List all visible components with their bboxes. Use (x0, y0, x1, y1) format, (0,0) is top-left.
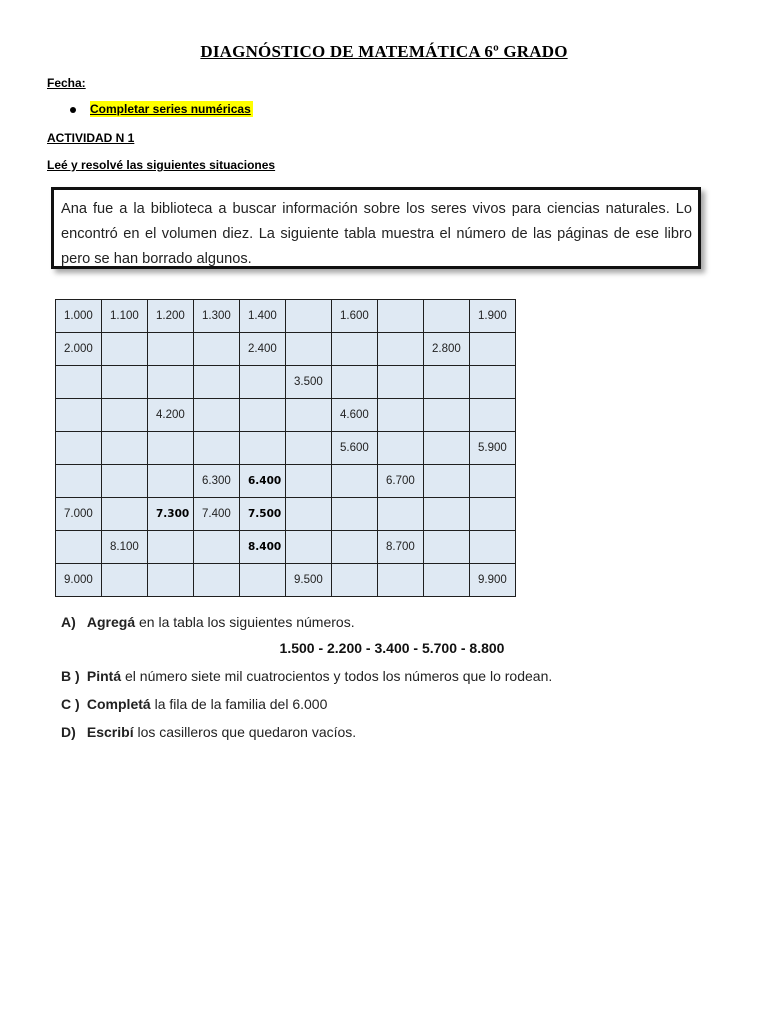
table-cell (102, 465, 148, 498)
activity-a (61, 614, 355, 630)
table-cell: 2.800 (424, 333, 470, 366)
table-cell: 2.000 (56, 333, 102, 366)
table-cell (378, 366, 424, 399)
table-row (56, 432, 516, 465)
table-cell: 5.900 (470, 432, 516, 465)
table-row (56, 300, 516, 333)
number-table (55, 299, 516, 597)
table-cell: 6.700 (378, 465, 424, 498)
table-cell (424, 564, 470, 597)
activity-c-verb: Completá (86, 696, 151, 712)
table-cell (286, 300, 332, 333)
table-row (56, 564, 516, 597)
activity-a-letter: A) (61, 614, 76, 630)
table-cell (102, 498, 148, 531)
table-cell (286, 465, 332, 498)
problem-textbox (51, 187, 701, 269)
table-cell: 8.700 (378, 531, 424, 564)
table-cell: 1.400 (240, 300, 286, 333)
table-cell (470, 531, 516, 564)
activity-label: ACTIVIDAD N 1 (47, 131, 135, 145)
table-cell: 9.900 (470, 564, 516, 597)
table-row (56, 465, 516, 498)
table-cell: 6.300 (194, 465, 240, 498)
table-cell: 4.200 (148, 399, 194, 432)
table-cell: 1.100 (102, 300, 148, 333)
table-cell (470, 498, 516, 531)
table-cell (424, 531, 470, 564)
table-cell (286, 498, 332, 531)
table-cell: 2.400 (240, 333, 286, 366)
activity-b-verb: Pintá (86, 668, 122, 684)
table-cell (102, 432, 148, 465)
table-row (56, 531, 516, 564)
table-cell (378, 333, 424, 366)
table-cell (378, 498, 424, 531)
table-cell (332, 564, 378, 597)
activity-c-text: la fila de la familia del 6.000 (150, 696, 328, 712)
date-label: Fecha: (47, 76, 86, 90)
bullet-item (70, 102, 253, 116)
table-cell (470, 465, 516, 498)
table-cell (332, 333, 378, 366)
table-cell (148, 366, 194, 399)
table-cell (470, 366, 516, 399)
table-cell: 4.600 (332, 399, 378, 432)
table-cell (286, 333, 332, 366)
table-cell (470, 399, 516, 432)
table-cell (332, 465, 378, 498)
table-cell (56, 399, 102, 432)
table-cell (378, 432, 424, 465)
table-cell (56, 432, 102, 465)
table-cell: 7.300 (148, 498, 194, 531)
table-cell: 7.000 (56, 498, 102, 531)
table-row (56, 399, 516, 432)
table-cell (194, 333, 240, 366)
table-cell (424, 498, 470, 531)
table-cell (194, 399, 240, 432)
table-cell (102, 399, 148, 432)
table-cell (102, 564, 148, 597)
table-cell: 6.400 (240, 465, 286, 498)
table-cell: 9.000 (56, 564, 102, 597)
table-row (56, 498, 516, 531)
instruction-text: Leé y resolvé las siguientes situaciones (47, 158, 276, 172)
table-cell (194, 531, 240, 564)
table-cell (286, 531, 332, 564)
table-cell (102, 366, 148, 399)
table-cell (240, 564, 286, 597)
table-cell (332, 498, 378, 531)
table-cell (332, 531, 378, 564)
table-cell: 1.600 (332, 300, 378, 333)
problem-text: Ana fue a la biblioteca a buscar información sobre los seres vivos para ciencias naturales. Lo encontró en el volumen diez. La siguiente tabla muestra el número de las páginas de ese libro pero se han borrado algunos. (61, 201, 692, 267)
table-cell (378, 399, 424, 432)
table-cell (332, 366, 378, 399)
table-cell (424, 399, 470, 432)
activity-b-letter: B ) (61, 668, 80, 684)
activity-d (61, 724, 356, 740)
table-cell: 1.200 (148, 300, 194, 333)
bullet-item-text: Completar series numéricas (90, 102, 251, 116)
table-cell (378, 564, 424, 597)
activity-a-verb: Agregá (86, 614, 136, 630)
activity-c-letter: C ) (61, 696, 80, 712)
activity-a-text: en la tabla los siguientes números. (135, 614, 355, 630)
table-cell: 1.900 (470, 300, 516, 333)
table-cell (148, 333, 194, 366)
table-cell: 7.400 (194, 498, 240, 531)
table-cell (194, 564, 240, 597)
table-cell (286, 432, 332, 465)
bullet-dot-icon (70, 107, 76, 113)
table-cell (148, 432, 194, 465)
table-cell (240, 432, 286, 465)
table-cell (286, 399, 332, 432)
table-cell (240, 366, 286, 399)
activity-d-text: los casilleros que quedaron vacíos. (133, 724, 357, 740)
table-cell: 7.500 (240, 498, 286, 531)
table-cell: 8.100 (102, 531, 148, 564)
numbers-line: 1.500 - 2.200 - 3.400 - 5.700 - 8.800 (279, 640, 505, 656)
table-cell (148, 564, 194, 597)
activity-d-verb: Escribí (86, 724, 134, 740)
table-cell (240, 399, 286, 432)
table-cell (424, 366, 470, 399)
activity-b-text: el número siete mil cuatrocientos y todos los números que lo rodean. (121, 668, 553, 684)
table-cell (194, 432, 240, 465)
table-cell (378, 300, 424, 333)
table-cell (194, 366, 240, 399)
table-cell: 1.000 (56, 300, 102, 333)
table-cell (148, 531, 194, 564)
table-cell: 9.500 (286, 564, 332, 597)
table-cell (424, 300, 470, 333)
table-row (56, 366, 516, 399)
table-cell (56, 465, 102, 498)
table-cell (424, 465, 470, 498)
table-cell (102, 333, 148, 366)
table-cell: 8.400 (240, 531, 286, 564)
activity-d-letter: D) (61, 724, 76, 740)
table-cell (148, 465, 194, 498)
table-cell: 3.500 (286, 366, 332, 399)
table-cell (56, 366, 102, 399)
table-cell (470, 333, 516, 366)
table-cell: 1.300 (194, 300, 240, 333)
table-cell (424, 432, 470, 465)
page-title: DIAGNÓSTICO DE MATEMÁTICA 6º GRADO (200, 42, 568, 61)
table-row (56, 333, 516, 366)
table-cell (56, 531, 102, 564)
table-cell: 5.600 (332, 432, 378, 465)
activity-c (61, 696, 327, 712)
activity-b (61, 668, 552, 684)
